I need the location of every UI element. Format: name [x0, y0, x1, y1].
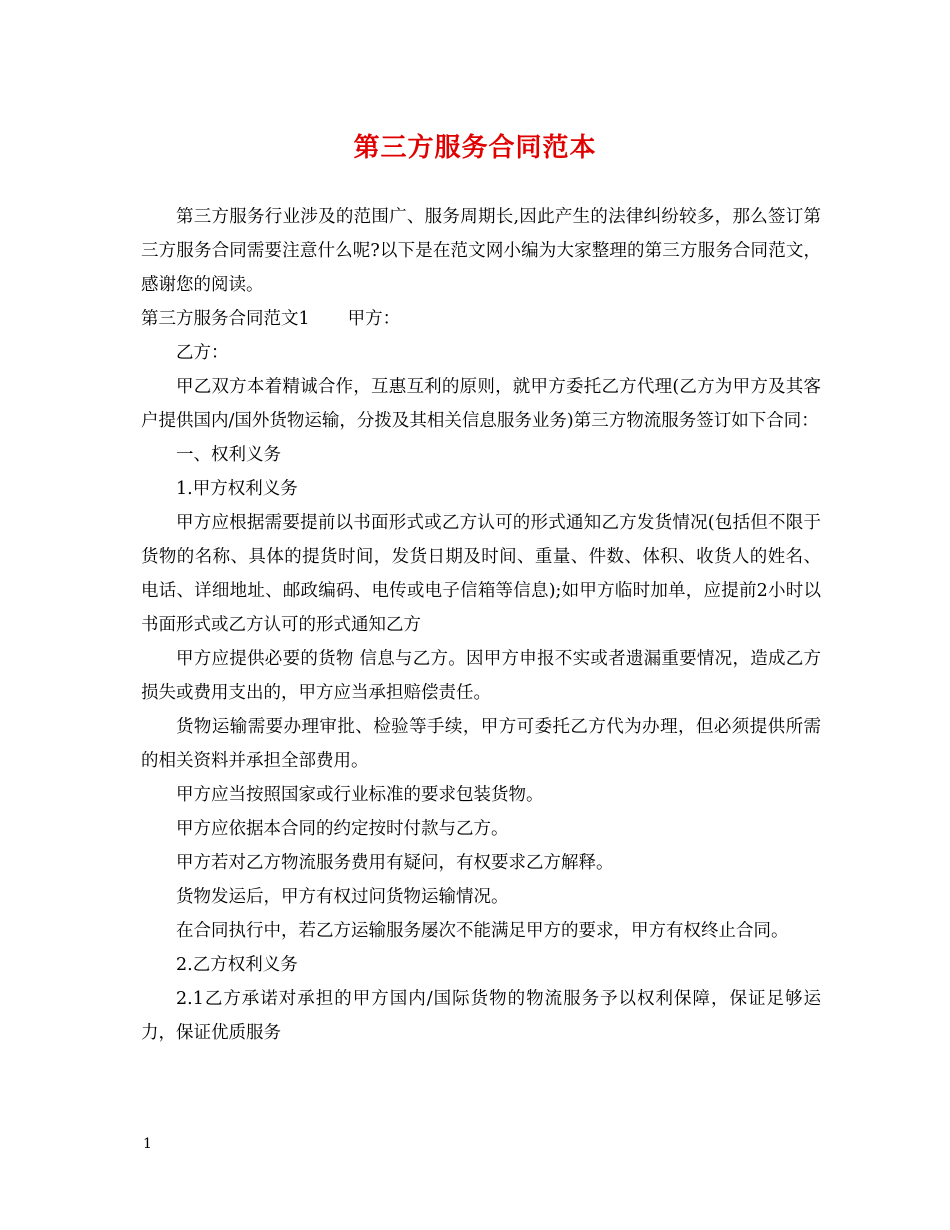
- clause-paragraph: 2.1乙方承诺对承担的甲方国内/国际货物的物流服务予以权利保障，保证足够运力，保证优质服务: [141, 989, 821, 1043]
- clause-paragraph: 甲方若对乙方物流服务费用有疑问，有权要求乙方解释。: [176, 853, 614, 873]
- clause-paragraph: 货物运输需要办理审批、检验等手续，甲方可委托乙方代为办理，但必须提供所需的相关资料并承担全部费用。: [141, 717, 821, 771]
- subsection-heading-party-b: 2.乙方权利义务: [176, 955, 298, 975]
- intro-paragraph: 第三方服务行业涉及的范围广、服务周期长,因此产生的法律纠纷较多，那么签订第三方服务合同需要注意什么呢?以下是在范文网小编为大家整理的第三方服务合同范文，感谢您的阅读。: [141, 207, 821, 295]
- clause-paragraph: 甲方应依据本合同的约定按时付款与乙方。: [176, 819, 509, 839]
- contract-sample-title: 第三方服务合同范文1: [141, 309, 310, 329]
- party-b-label: 乙方：: [176, 343, 229, 363]
- subsection-heading-party-a: 1.甲方权利义务: [176, 479, 298, 499]
- clause-paragraph: 甲方应根据需要提前以书面形式或乙方认可的形式通知乙方发货情况(包括但不限于货物的名称、具体的提货时间，发货日期及时间、重量、件数、体积、收货人的姓名、电话、详细地址、邮政编码、电传或电子信箱等信息);如甲方临时加单，应提前2小时以书面形式或乙方认可的形式通知乙方: [141, 513, 821, 635]
- section-heading-rights: 一、权利义务: [176, 445, 281, 465]
- document-title: 第三方服务合同范本: [353, 133, 597, 163]
- clause-paragraph: 货物发运后，甲方有权过问货物运输情况。: [176, 887, 509, 907]
- party-a-label: 甲方：: [347, 309, 401, 329]
- page-number: 1: [143, 1136, 152, 1152]
- preamble-paragraph: 甲乙双方本着精诚合作，互惠互利的原则，就甲方委托乙方代理(乙方为甲方及其客户提供国内/国外货物运输，分拨及其相关信息服务业务)第三方物流服务签订如下合同：: [141, 377, 821, 431]
- document-body: [141, 200, 821, 1050]
- clause-paragraph: 在合同执行中，若乙方运输服务屡次不能满足甲方的要求，甲方有权终止合同。: [176, 921, 789, 941]
- contract-heading-line: [141, 302, 821, 336]
- clause-paragraph: 甲方应提供必要的货物 信息与乙方。因甲方申报不实或者遗漏重要情况，造成乙方损失或费用支出的，甲方应当承担赔偿责任。: [141, 649, 821, 703]
- clause-paragraph: 甲方应当按照国家或行业标准的要求包装货物。: [176, 785, 544, 805]
